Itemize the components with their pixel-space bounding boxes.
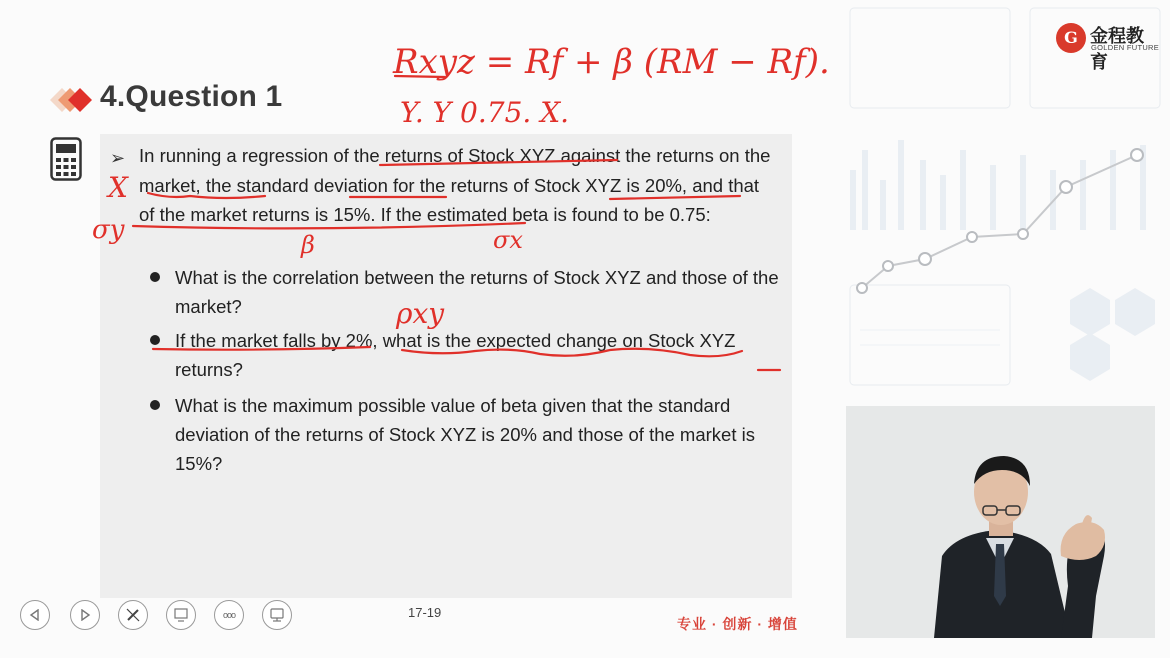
handwritten-formula-labels: Y. Y 0.75. X. — [400, 96, 570, 129]
handwritten-beta: β — [301, 231, 315, 259]
bullet-dot-icon — [150, 335, 160, 345]
sub-question-2: If the market falls by 2%, what is the expected change on Stock XYZ returns? — [175, 330, 736, 380]
more-options-button[interactable] — [214, 600, 244, 630]
pen-tool-button[interactable] — [118, 600, 148, 630]
handwritten-formula: Rxyz = Rf + β (RM − Rf). — [393, 42, 830, 82]
screen-icon — [269, 607, 285, 623]
bullet-dot-icon — [150, 400, 160, 410]
handwritten-x-mark: X — [108, 171, 128, 204]
sub-question-1: What is the correlation between the returns of Stock XYZ and those of the market? — [175, 267, 779, 317]
calculator-icon — [50, 137, 82, 181]
next-slide-button[interactable] — [70, 600, 100, 630]
instructor-figure — [846, 406, 1155, 638]
logo-name-cn: 金程教育 — [1090, 26, 1144, 72]
pen-icon — [125, 607, 141, 623]
handwritten-rho: ρxy — [396, 297, 445, 330]
bullet-dot-icon — [150, 272, 160, 282]
logo-name-en: GOLDEN FUTURE — [1091, 43, 1160, 52]
title-diamond-icon — [36, 80, 96, 120]
handwritten-sigma-y: σy — [92, 215, 125, 245]
handwritten-sigma-x: σx — [493, 226, 523, 254]
next-icon — [79, 609, 91, 621]
sub-question-3: What is the maximum possible value of beta given that the standard deviation of the returns of Stock XYZ is 20% and those of the market is 15%? — [175, 395, 755, 474]
slide-title: 4.Question 1 — [100, 80, 283, 113]
question-text: In running a regression of the returns of Stock XYZ against the returns on the market, the standard deviation for the returns of Stock XYZ is 20%, and that of the market returns is 15%. If the estimated beta is found to be 0.75: — [139, 145, 771, 225]
more-icon: ooo — [222, 610, 236, 620]
instructor-video[interactable] — [846, 406, 1155, 638]
logo-mark-icon: G — [1056, 23, 1086, 53]
slogan: 专业 · 创新 · 增值 — [677, 616, 798, 632]
whiteboard-button[interactable] — [166, 600, 196, 630]
prev-icon — [29, 609, 41, 621]
whiteboard-icon — [173, 607, 189, 623]
prev-slide-button[interactable] — [20, 600, 50, 630]
page-number: 17-19 — [408, 605, 442, 620]
screen-mode-button[interactable] — [262, 600, 292, 630]
brand-logo — [1056, 22, 1160, 72]
arrow-bullet-icon: ➢ — [110, 148, 126, 168]
